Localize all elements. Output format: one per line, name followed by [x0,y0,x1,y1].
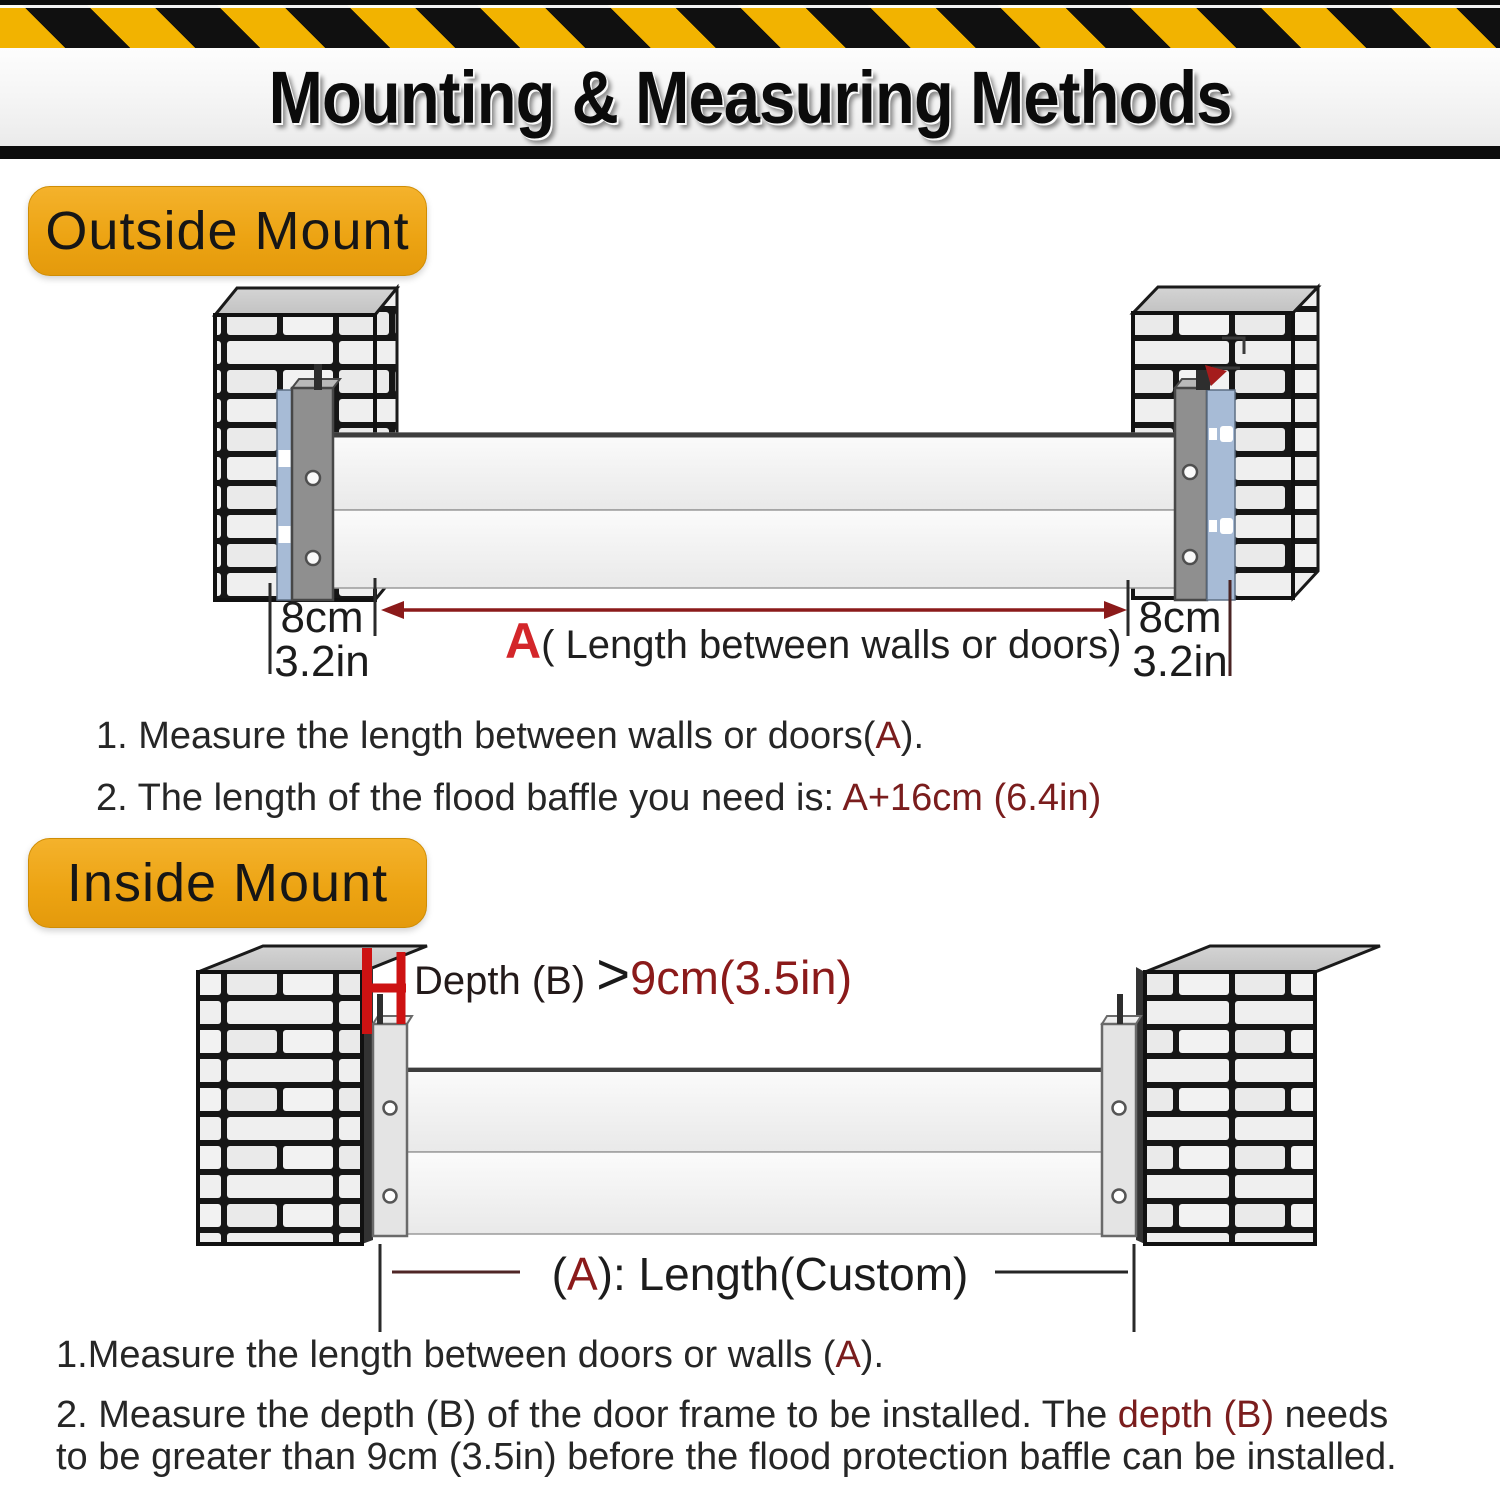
span-letter-a: A [505,613,542,669]
header-divider [0,146,1500,159]
channel-body [292,388,333,600]
outside-width-measurement [270,578,1230,686]
inside-right-channel [1102,994,1141,1236]
outside-step-2: 2. The length of the flood baffle you need is: A+16cm (6.4in) [96,777,1102,820]
channel-pin [314,364,322,390]
inside-left-channel [373,994,412,1236]
inside-step-2: 2. Measure the depth (B) of the door frame to be installed. The depth (B) needs to be greater than 9cm (3.5in) before the flood protection baffle can be installed. [56,1393,1397,1479]
channel-body [1102,1024,1136,1236]
span-length-label: A( Length between walls or doors) [505,613,1122,669]
step-highlight: A+16cm (6.4in) [842,777,1102,820]
barrier-panel-bottom [407,1152,1102,1234]
pillar-top-face [215,288,397,315]
inside-mount-steps [56,1334,1484,1496]
channel-pin [377,994,383,1024]
channel-pin [1117,994,1123,1024]
screw-hole [384,1102,397,1115]
step-highlight: depth (B) [1117,1393,1275,1436]
channel-body [373,1024,407,1236]
inside-right-pillar [1136,946,1380,1244]
pillar-top-face [1133,287,1318,313]
barrier-panel-top [333,433,1180,510]
right-offset-in: 3.2in [1132,637,1228,686]
screw-hole [1113,1190,1126,1203]
screw-hole [1113,1102,1126,1115]
outside-mount-diagram [0,280,1500,695]
outside-flood-barrier [333,433,1180,588]
inside-mount-diagram [0,940,1500,1335]
seal-mark [1209,520,1217,532]
screw-hole [1183,465,1197,479]
pillar-top-face [1145,946,1380,972]
title-band [0,48,1500,146]
inside-length-measurement [380,1244,1134,1332]
outside-mount-badge [28,186,427,276]
pillar-side-face [1293,287,1318,598]
outside-mount-badge-label: Outside Mount [45,201,410,261]
left-offset-cm: 8cm [280,593,364,642]
channel-body [1175,388,1207,600]
page-title: Mounting & Measuring Methods [268,55,1232,139]
inside-mount-badge [28,838,427,928]
inside-mount-badge-label: Inside Mount [66,853,389,913]
outside-step-1: 1. Measure the length between walls or doors(A). [96,715,925,757]
barrier-panel-bottom [333,510,1180,588]
arrowhead-left [381,601,404,619]
barrier-panel-top [407,1068,1102,1152]
seal-mark [1220,426,1233,442]
seal-mark [1209,428,1217,440]
seal-mark [279,526,291,543]
right-offset-cm: 8cm [1138,593,1222,642]
seal-strip [277,390,292,600]
screw-hole [384,1190,397,1203]
pillar-front-face [1145,972,1315,1244]
step-highlight: A [875,715,901,757]
inside-step-2-line2: to be greater than 9cm (3.5in) before the flood protection baffle can be installed. [56,1436,1397,1479]
seal-mark [1220,518,1233,534]
hazard-tape-banner [0,0,1500,48]
length-custom-label: (A): Length(Custom) [551,1248,969,1300]
outside-right-channel [1175,365,1235,600]
inside-flood-barrier [407,1068,1102,1234]
left-offset-in: 3.2in [274,637,370,686]
outside-left-channel [277,364,340,600]
seal-strip [1207,390,1235,600]
seal-mark [279,450,291,467]
screw-hole [306,551,320,565]
screw-hole [1183,550,1197,564]
depth-label: Depth (B) >9cm(3.5in) [414,942,853,1007]
screw-hole [306,471,320,485]
pillar-front-face [198,972,362,1244]
pillar-top-face [198,946,427,972]
arrowhead-right [1104,601,1127,619]
inside-step-1: 1.Measure the length between doors or walls (A). [56,1334,885,1376]
outside-mount-steps [96,712,1476,837]
step-highlight: A [835,1334,861,1376]
